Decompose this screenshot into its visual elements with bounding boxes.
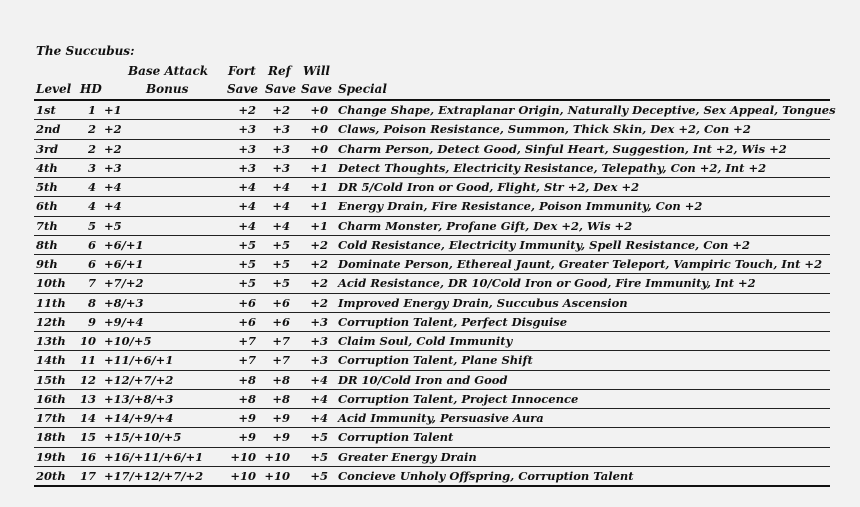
will-save-cell: +2 [310,276,328,291]
header-bab-line2: Bonus [146,82,189,96]
base-attack-cell: +6/+1 [104,237,144,252]
ref-save-cell: +7 [272,353,290,368]
fort-save-cell: +7 [238,334,256,348]
fort-save-cell: +5 [238,257,256,271]
level-cell: 7th [36,218,58,233]
will-save-cell: +0 [310,103,328,117]
fort-save-cell: +9 [238,411,256,425]
hd-cell: 7 [87,276,96,291]
level-cell: 14th [36,353,66,368]
base-attack-cell: +10/+5 [104,334,152,348]
ref-save-cell: +6 [272,314,290,329]
table-bottom-rule [34,485,830,487]
special-cell: Charm Person, Detect Good, Sinful Heart, Suggestion, Int +2, Wis +2 [338,141,787,156]
base-attack-cell: +2 [104,122,122,137]
will-save-cell: +2 [310,295,328,310]
fort-save-cell: +8 [238,372,256,387]
special-cell: Greater Energy Drain [338,449,477,464]
ref-save-cell: +4 [272,199,290,214]
level-cell: 6th [36,199,58,214]
fort-save-cell: +7 [238,353,256,368]
level-cell: 2nd [36,122,61,137]
table-row [34,428,830,447]
level-cell: 4th [36,160,58,175]
table-row [34,178,830,197]
special-cell: Acid Resistance, DR 10/Cold Iron or Good, Fire Immunity, Int +2 [338,276,756,291]
hd-cell: 16 [79,449,96,464]
base-attack-cell: +13/+8/+3 [104,391,174,406]
hd-cell: 1 [87,103,96,117]
table-title: The Succubus: [36,44,135,58]
special-cell: Detect Thoughts, Electricity Resistance, Telepathy, Con +2, Int +2 [338,160,767,175]
will-save-cell: +3 [310,353,328,368]
special-cell: Cold Resistance, Electricity Immunity, Spell Resistance, Con +2 [338,237,751,252]
special-cell: Dominate Person, Ethereal Jaunt, Greater Teleport, Vampiric Touch, Int +2 [338,257,823,271]
hd-cell: 4 [87,199,96,214]
succubus-table [34,99,836,487]
fort-save-cell: +10 [230,468,256,483]
will-save-cell: +0 [310,141,328,156]
will-save-cell: +4 [310,391,328,406]
will-save-cell: +2 [310,237,328,252]
base-attack-cell: +4 [104,199,122,214]
hd-cell: 5 [87,218,96,233]
table-row [34,313,830,332]
table-row [34,390,830,409]
special-cell: Charm Monster, Profane Gift, Dex +2, Wis +2 [338,218,633,233]
level-cell: 3rd [36,141,59,156]
ref-save-cell: +10 [264,449,290,464]
fort-save-cell: +8 [238,391,256,406]
fort-save-cell: +6 [238,314,256,329]
header-hd: HD [80,82,102,96]
will-save-cell: +4 [310,411,328,425]
ref-save-cell: +3 [272,160,290,175]
ref-save-cell: +4 [272,218,290,233]
table-row [34,274,830,293]
fort-save-cell: +4 [238,180,256,194]
ref-save-cell: +5 [272,257,290,271]
hd-cell: 6 [87,237,96,252]
will-save-cell: +3 [310,314,328,329]
base-attack-cell: +14/+9/+4 [104,411,174,425]
header-fort-line1: Fort [228,64,256,78]
will-save-cell: +2 [310,257,328,271]
will-save-cell: +5 [310,449,328,464]
ref-save-cell: +9 [272,411,290,425]
special-cell: DR 5/Cold Iron or Good, Flight, Str +2, Dex +2 [338,180,640,194]
fort-save-cell: +3 [238,122,256,137]
fort-save-cell: +5 [238,237,256,252]
fort-save-cell: +9 [238,430,256,445]
fort-save-cell: +10 [230,449,256,464]
ref-save-cell: +7 [272,334,290,348]
table-row [34,351,830,370]
table-row [34,197,830,216]
ref-save-cell: +5 [272,276,290,291]
header-bab-line1: Base Attack [128,64,209,78]
header-ref-line1: Ref [268,64,291,78]
hd-cell: 2 [87,141,96,156]
base-attack-cell: +2 [104,141,122,156]
ref-save-cell: +8 [272,372,290,387]
fort-save-cell: +6 [238,295,256,310]
level-cell: 17th [36,411,66,425]
table-row [34,159,830,178]
special-cell: Concieve Unholy Offspring, Corruption Talent [338,468,634,483]
base-attack-cell: +1 [104,103,122,117]
level-cell: 8th [36,237,58,252]
ref-save-cell: +3 [272,141,290,156]
header-will-line2: Save [301,82,333,96]
ref-save-cell: +3 [272,122,290,137]
fort-save-cell: +3 [238,141,256,156]
level-cell: 9th [36,257,58,271]
hd-cell: 3 [87,160,96,175]
base-attack-cell: +4 [104,180,122,194]
header-ref-line2: Save [265,82,297,96]
table-row [34,467,830,485]
hd-cell: 8 [87,295,96,310]
base-attack-cell: +11/+6/+1 [104,353,174,368]
hd-cell: 2 [87,122,96,137]
special-cell: Claws, Poison Resistance, Summon, Thick Skin, Dex +2, Con +2 [338,122,751,137]
header-level: Level [36,82,72,96]
fort-save-cell: +4 [238,218,256,233]
will-save-cell: +1 [310,180,328,194]
will-save-cell: +1 [310,199,328,214]
base-attack-cell: +9/+4 [104,314,144,329]
base-attack-cell: +6/+1 [104,257,144,271]
ref-save-cell: +9 [272,430,290,445]
will-save-cell: +0 [310,122,328,137]
level-cell: 20th [36,468,66,483]
special-cell: Acid Immunity, Persuasive Aura [338,411,544,425]
special-cell: Corruption Talent, Plane Shift [338,353,533,368]
table-row [34,332,830,351]
ref-save-cell: +5 [272,237,290,252]
base-attack-cell: +15/+10/+5 [104,430,182,445]
level-cell: 11th [36,295,66,310]
special-cell: Energy Drain, Fire Resistance, Poison Immunity, Con +2 [338,199,703,214]
will-save-cell: +4 [310,372,328,387]
table-row [34,236,830,255]
table-row [34,101,836,120]
hd-cell: 17 [79,468,96,483]
level-cell: 15th [36,372,66,387]
level-cell: 16th [36,391,66,406]
base-attack-cell: +16/+11/+6/+1 [104,449,204,464]
ref-save-cell: +6 [272,295,290,310]
header-will-line1: Will [303,64,330,78]
hd-cell: 9 [87,314,96,329]
fort-save-cell: +2 [238,103,256,117]
table-row [34,448,830,467]
level-cell: 10th [36,276,66,291]
hd-cell: 13 [79,391,96,406]
fort-save-cell: +3 [238,160,256,175]
special-cell: Corruption Talent, Perfect Disguise [338,314,568,329]
special-cell: Improved Energy Drain, Succubus Ascension [338,295,628,310]
will-save-cell: +1 [310,218,328,233]
table-row [34,371,830,390]
hd-cell: 4 [87,180,96,194]
special-cell: Corruption Talent [338,430,454,445]
table-row [34,409,830,428]
table-row [34,255,830,274]
fort-save-cell: +4 [238,199,256,214]
ref-save-cell: +2 [272,103,290,117]
base-attack-cell: +17/+12/+7/+2 [104,468,204,483]
will-save-cell: +5 [310,430,328,445]
hd-cell: 15 [79,430,96,445]
table-row [34,120,830,139]
hd-cell: 10 [79,334,96,348]
level-cell: 12th [36,314,66,329]
will-save-cell: +5 [310,468,328,483]
ref-save-cell: +8 [272,391,290,406]
header-special: Special [338,82,387,96]
table-body [34,101,836,485]
will-save-cell: +3 [310,334,328,348]
base-attack-cell: +5 [104,218,122,233]
will-save-cell: +1 [310,160,328,175]
level-cell: 1st [36,103,56,117]
special-cell: Corruption Talent, Project Innocence [338,391,579,406]
table-row [34,294,830,313]
level-cell: 19th [36,449,66,464]
ref-save-cell: +10 [264,468,290,483]
level-cell: 18th [36,430,66,445]
hd-cell: 14 [79,411,96,425]
hd-cell: 11 [79,353,96,368]
special-cell: Change Shape, Extraplanar Origin, Naturally Deceptive, Sex Appeal, Tongues [338,103,836,117]
base-attack-cell: +3 [104,160,122,175]
table-row [34,217,830,236]
base-attack-cell: +7/+2 [104,276,144,291]
ref-save-cell: +4 [272,180,290,194]
special-cell: Claim Soul, Cold Immunity [338,334,513,348]
base-attack-cell: +12/+7/+2 [104,372,174,387]
hd-cell: 12 [79,372,96,387]
header-fort-line2: Save [227,82,259,96]
base-attack-cell: +8/+3 [104,295,144,310]
hd-cell: 6 [87,257,96,271]
table-row [34,140,830,159]
special-cell: DR 10/Cold Iron and Good [338,372,508,387]
level-cell: 13th [36,334,66,348]
fort-save-cell: +5 [238,276,256,291]
level-cell: 5th [36,180,58,194]
